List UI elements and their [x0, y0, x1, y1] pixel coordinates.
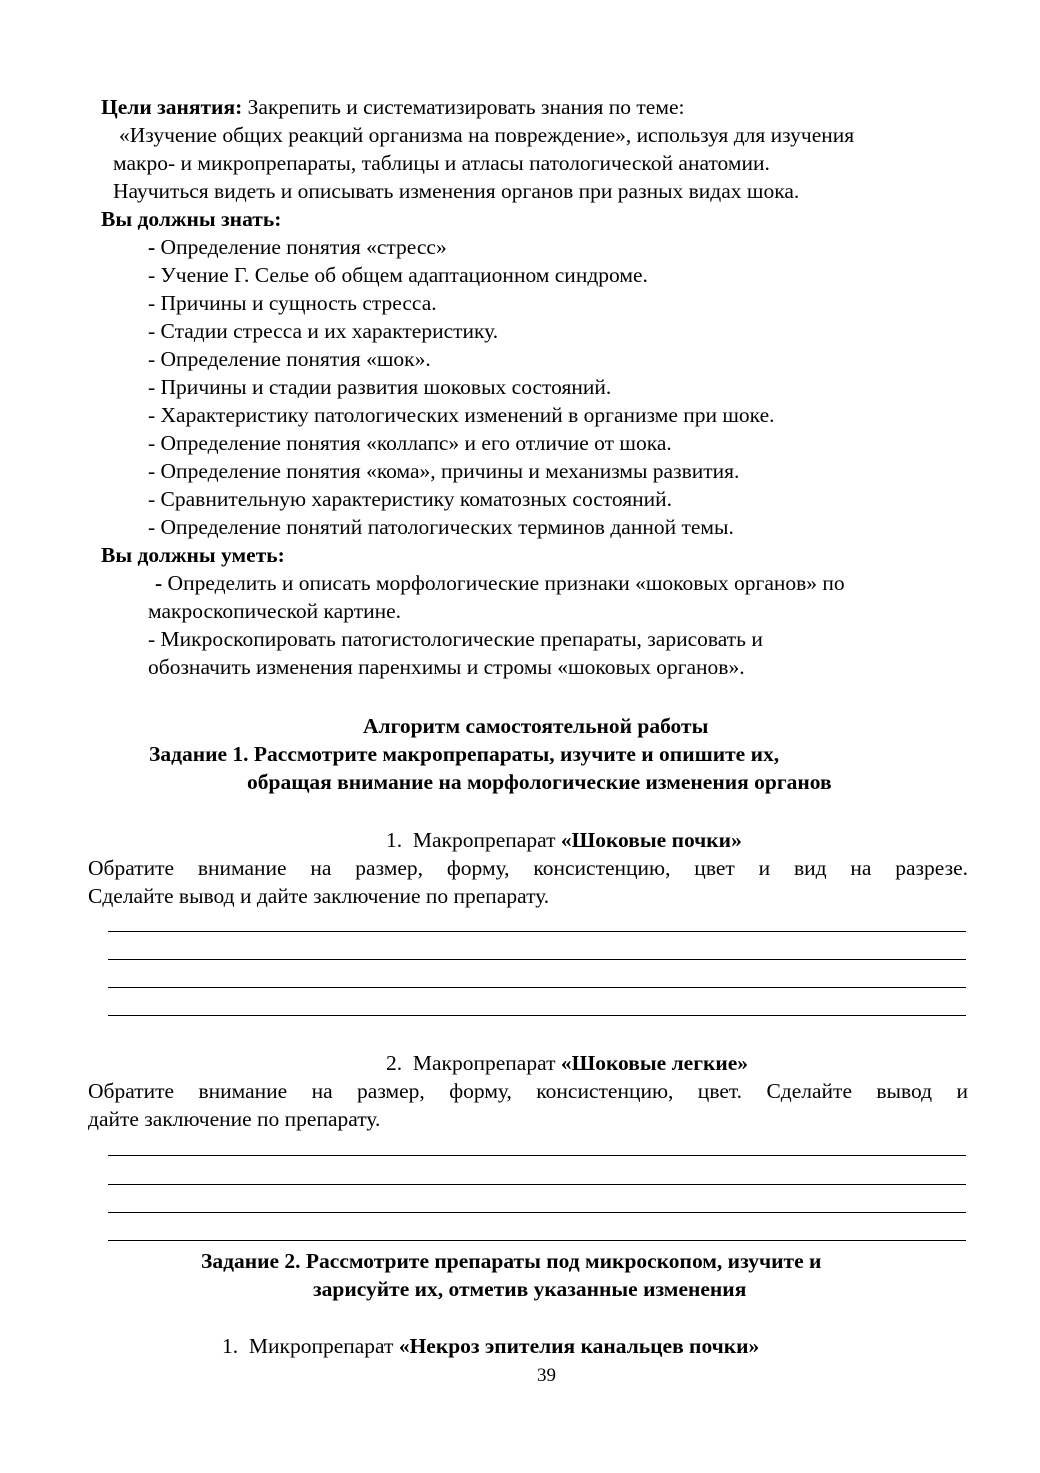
task-2-line-1: Задание 2. Рассмотрите препараты под микроскопом, изучите и [201, 1249, 822, 1273]
answer-line [108, 959, 966, 960]
task-1-line-1: Задание 1. Рассмотрите макропрепараты, изучите и опишите их, [149, 742, 780, 766]
goals-label: Цели занятия: [101, 95, 243, 119]
know-item: - Причины и стадии развития шоковых состояний. [148, 375, 612, 399]
macro-1-text-line-2: Сделайте вывод и дайте заключение по препарату. [88, 884, 550, 908]
macro-1-text-line-1: Обратите внимание на размер, форму, консистенцию, цвет и вид на разрезе. [88, 856, 968, 880]
answer-line [108, 1212, 966, 1213]
algorithm-title: Алгоритм самостоятельной работы [363, 714, 709, 738]
know-item-1: - Определение понятия «стресс» [148, 235, 447, 259]
goals-line-1: «Изучение общих реакций организма на повреждение», используя для изучения [119, 123, 855, 147]
goals-line-3: Научиться видеть и описывать изменения органов при разных видах шока. [113, 179, 800, 203]
know-heading: Вы должны знать: [101, 207, 282, 231]
task-2-line-2: зарисуйте их, отметив указанные изменения [313, 1277, 747, 1301]
micro-1-heading: 1. Микропрепарат «Некроз эпителия канальцев почки» [222, 1334, 760, 1358]
know-item: - Определение понятия «кома», причины и механизмы развития. [148, 459, 740, 483]
know-item: - Определение понятий патологических терминов данной темы. [148, 515, 734, 539]
answer-line [108, 987, 966, 988]
goals-paragraph [101, 93, 684, 121]
know-item: - Стадии стресса и их характеристику. [148, 319, 499, 343]
able-item-1-dash: - [155, 571, 163, 595]
page-number: 39 [537, 1365, 556, 1386]
macro-2-text-line-2: дайте заключение по препарату. [88, 1107, 381, 1131]
goals-line-2: макро- и микропрепараты, таблицы и атласы патологической анатомии. [113, 151, 770, 175]
know-item: - Учение Г. Селье об общем адаптационном синдроме. [148, 263, 648, 287]
macro-1-heading: 1. Макропрепарат «Шоковые почки» [386, 828, 742, 852]
goals-text: Закрепить и систематизировать знания по теме: [242, 95, 685, 119]
macro-2-heading: 2. Макропрепарат «Шоковые легкие» [386, 1051, 749, 1075]
macro-2-text-line-1: Обратите внимание на размер, форму, консистенцию, цвет. Сделайте вывод и [88, 1079, 968, 1103]
know-item: - Характеристику патологических изменений в организме при шоке. [148, 403, 775, 427]
know-item: - Определение понятия «шок». [148, 347, 431, 371]
able-item-2-line-1: - Микроскопировать патогистологические препараты, зарисовать и [148, 627, 763, 651]
able-item-1-line-2: макроскопической картине. [148, 599, 402, 623]
able-item-2-line-2: обозначить изменения паренхимы и стромы «шоковых органов». [148, 655, 745, 679]
know-item: - Причины и сущность стресса. [148, 291, 437, 315]
answer-line [108, 1155, 966, 1156]
answer-line [108, 1015, 966, 1016]
know-item: - Сравнительную характеристику коматозных состояний. [148, 487, 673, 511]
know-item-1-dash: - [148, 235, 156, 259]
able-heading: Вы должны уметь: [101, 543, 285, 567]
answer-line [108, 931, 966, 932]
able-item-1-line-1: - Определить и описать морфологические признаки «шоковых органов» по [155, 571, 845, 595]
know-item: - Определение понятия «коллапс» и его отличие от шока. [148, 431, 672, 455]
answer-line [108, 1240, 966, 1241]
task-1-line-2: обращая внимание на морфологические изменения органов [247, 770, 832, 794]
answer-line [108, 1184, 966, 1185]
